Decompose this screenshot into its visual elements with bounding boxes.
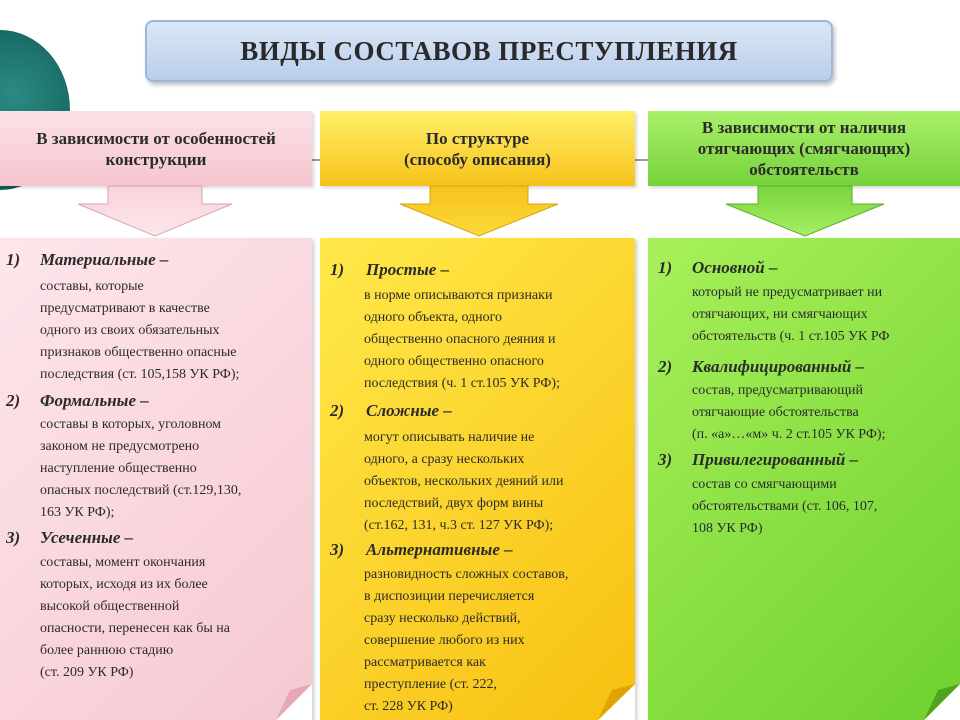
header-line: По структуре: [425, 128, 530, 148]
item-description: составы в которых, уголовном законом не предусмотрено наступление общественно опасных последствий (ст.129,130, 163 УК РФ);: [40, 417, 242, 520]
item-number: 2): [658, 357, 673, 376]
page-title: ВИДЫ СОСТАВОВ ПРЕСТУПЛЕНИЯ: [240, 35, 738, 66]
column-structure: [320, 238, 635, 720]
item-term: Формальные –: [40, 391, 149, 410]
header-construction: [0, 111, 312, 186]
item-description: могут описывать наличие не одного, а сразу нескольких объектов, нескольких деяний или последствий, двух форм вины (ст.162, 131, ч.3 ст. 127 УК РФ);: [364, 430, 564, 533]
header-circumstances: [648, 111, 960, 186]
item-number: 2): [330, 401, 345, 420]
item-term: Сложные –: [366, 401, 452, 420]
header-structure: [320, 111, 635, 186]
item-description: состав со смягчающими обстоятельствами (ст. 106, 107, 108 УК РФ): [692, 477, 878, 536]
column-construction: [0, 238, 312, 720]
item-number: 1): [330, 260, 345, 279]
item-number: 2): [6, 391, 21, 410]
arrow-down-icon: [726, 186, 884, 236]
item-term: Квалифицированный –: [692, 357, 865, 376]
arrow-down-icon: [400, 186, 558, 236]
item-number: 1): [658, 258, 673, 277]
header-line: (способу описания): [404, 149, 551, 169]
item-term: Простые –: [366, 260, 450, 279]
item-term: Основной –: [692, 258, 778, 277]
item-number: 3): [330, 540, 345, 559]
header-line: отягчающих (смягчающих): [697, 139, 911, 158]
item-number: 1): [6, 250, 21, 269]
arrow-down-icon: [78, 186, 232, 236]
item-term: Привилегированный –: [692, 450, 859, 469]
item-description: состав, предусматривающий отягчающие обстоятельства (п. «а»…«м» ч. 2 ст.105 УК РФ);: [692, 383, 886, 442]
header-line: конструкции: [105, 149, 207, 169]
item-description: составы, момент окончания которых, исходя из их более высокой общественной опасности, перенесен как бы на более раннюю стадию (ст. 209 УК РФ): [40, 555, 230, 680]
column-circumstances: [648, 238, 960, 720]
header-line: обстоятельств: [749, 160, 859, 179]
item-description: составы, которые предусматривают в качестве одного из своих обязательных признаков общественно опасные последствия (ст. 105,158 УК РФ);: [40, 279, 240, 382]
connector-line: [312, 159, 320, 161]
item-term: Альтернативные –: [366, 540, 513, 559]
item-description: в норме описываются признаки одного объекта, одного общественно опасного деяния и одного общественно опасного последствия (ч. 1 ст.105 УК РФ);: [364, 288, 560, 391]
item-number: 3): [658, 450, 673, 469]
item-term: Материальные –: [40, 250, 169, 269]
header-line: В зависимости от особенностей: [36, 128, 276, 148]
connector-line: [635, 159, 648, 161]
item-description: разновидность сложных составов, в диспозиции перечисляется сразу несколько действий, совершение любого из них рассматривается как преступление (ст. 222, ст. 228 УК РФ): [364, 567, 569, 714]
title-box: [145, 20, 833, 82]
item-term: Усеченные –: [40, 528, 134, 547]
item-description: который не предусматривает ни отягчающих, ни смягчающих обстоятельств (ч. 1 ст.105 УК РФ: [692, 285, 890, 344]
header-line: В зависимости от наличия: [701, 118, 907, 137]
item-number: 3): [6, 528, 21, 547]
